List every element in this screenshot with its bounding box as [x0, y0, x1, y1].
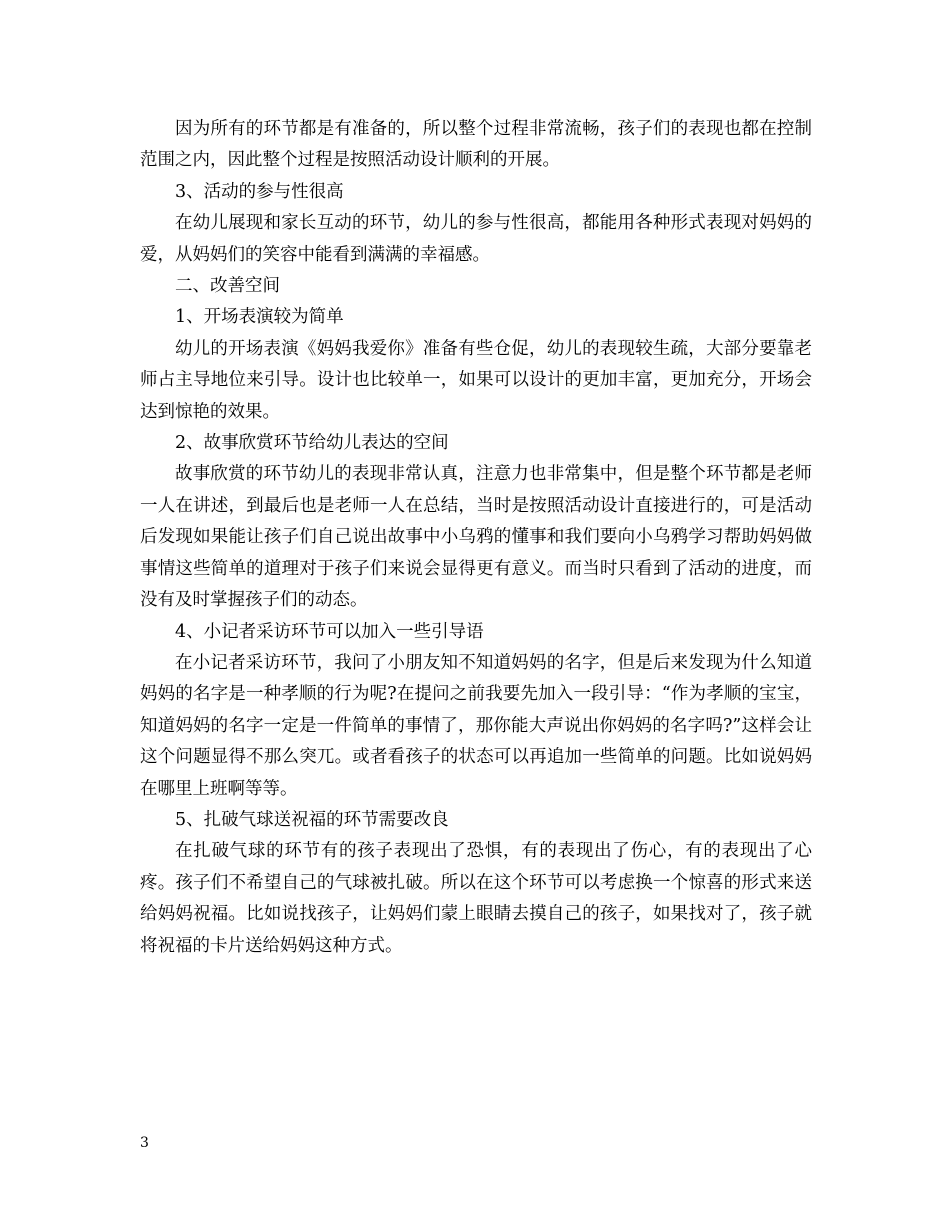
paragraph-opening-performance: 幼儿的开场表演《妈妈我爱你》准备有些仓促，幼儿的表现较生疏，大部分要靠老师占主导地位来引导。设计也比较单一，如果可以设计的更加丰富，更加充分，开场会达到惊艳的效果。	[140, 338, 812, 422]
paragraph-balloon-blessing: 在扎破气球的环节有的孩子表现出了恐惧，有的表现出了伤心，有的表现出了心疼。孩子们不希望自己的气球被扎破。所以在这个环节可以考虑换一个惊喜的形式来送给妈妈祝福。比如说找孩子，让妈妈们蒙上眼睛去摸自己的孩子，如果找对了，孩子就将祝福的卡片送给妈妈这种方式。	[140, 841, 812, 956]
heading-story-appreciation: 2、故事欣赏环节给幼儿表达的空间	[175, 433, 449, 454]
paragraph-story-appreciation: 故事欣赏的环节幼儿的表现非常认真，注意力也非常集中，但是整个环节都是老师一人在讲述，到最后也是老师一人在总结，当时是按照活动设计直接进行的，可是活动后发现如果能让孩子们自己说出故事中小乌鸦的懂事和我们要向小乌鸦学习帮助妈妈做事情这些简单的道理对于孩子们来说会显得更有意义。而当时只看到了活动的进度，而没有及时掌握孩子们的动态。	[140, 464, 812, 611]
heading-opening-performance: 1、开场表演较为简单	[175, 307, 344, 328]
paragraph-reporter-interview: 在小记者采访环节，我问了小朋友知不知道妈妈的名字，但是后来发现为什么知道妈妈的名字是一种孝顺的行为呢?在提问之前我要先加入一段引导：“作为孝顺的宝宝，知道妈妈的名字一定是一件简单的事情了，那你能大声说出你妈妈的名字吗?”这样会让这个问题显得不那么突兀。或者看孩子的状态可以再追加一些简单的问题。比如说妈妈在哪里上班啊等等。	[140, 652, 812, 799]
paragraph-participation: 在幼儿展现和家长互动的环节，幼儿的参与性很高，都能用各种形式表现对妈妈的爱，从妈妈们的笑容中能看到满满的幸福感。	[140, 213, 812, 265]
body-text	[140, 114, 812, 962]
heading-improvement-space: 二、改善空间	[175, 276, 280, 297]
heading-balloon-blessing: 5、扎破气球送祝福的环节需要改良	[175, 809, 449, 830]
paragraph-intro-continuation: 因为所有的环节都是有准备的，所以整个过程非常流畅，孩子们的表现也都在控制范围之内，因此整个过程是按照活动设计顺利的开展。	[140, 119, 812, 171]
heading-participation: 3、活动的参与性很高	[175, 181, 344, 202]
heading-reporter-interview: 4、小记者采访环节可以加入一些引导语	[175, 621, 484, 642]
page-number: 3	[140, 1135, 149, 1151]
